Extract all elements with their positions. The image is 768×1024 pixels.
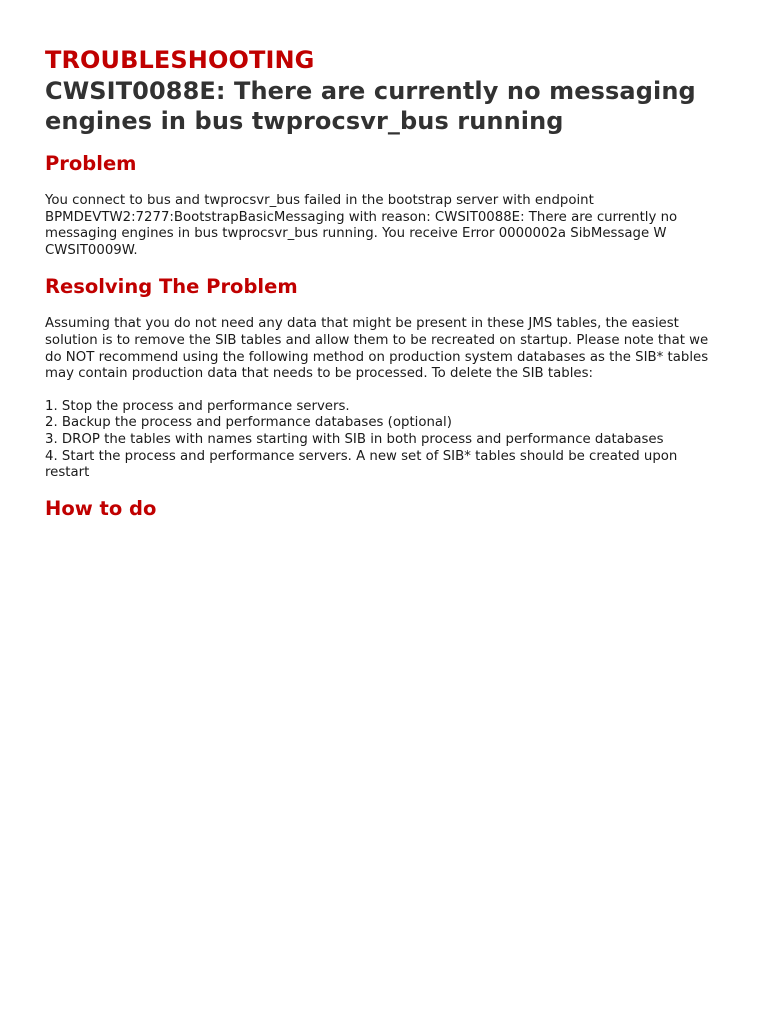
resolution-step-4: 4. Start the process and performance servers. A new set of SIB* tables should be created upon restart bbox=[45, 448, 678, 481]
resolution-step-1: 1. Stop the process and performance servers. bbox=[45, 398, 350, 414]
resolving-heading: Resolving The Problem bbox=[45, 275, 298, 299]
resolution-steps bbox=[45, 399, 725, 482]
doc-type-label: TROUBLESHOOTING bbox=[45, 46, 315, 74]
resolution-step-3: 3. DROP the tables with names starting with SIB in both process and performance databases bbox=[45, 431, 664, 447]
resolution-step-2: 2. Backup the process and performance databases (optional) bbox=[45, 415, 452, 431]
how-to-heading: How to do bbox=[45, 496, 157, 520]
problem-heading: Problem bbox=[45, 152, 137, 175]
resolving-intro: Assuming that you do not need any data that might be present in these JMS tables, the easiest solution is to remove the SIB tables and allow them to be recreated on startup. Please note that we do NOT recommend using the following method on production system databases as the SIB* tables may contain production data that needs to be processed. To delete the SIB tables: bbox=[45, 316, 709, 382]
problem-text: You connect to bus and twprocsvr_bus failed in the bootstrap server with endpoint BPMDEVTW2:7277:BootstrapBasicMessaging with reason: CWSIT0088E: There are currently no messaging engines in bus twprocsvr_bus running. You receive Error 0000002a SibMessage W CWSIT0009W. bbox=[45, 193, 678, 258]
document-body bbox=[45, 44, 725, 522]
page-title: CWSIT0088E: There are currently no messaging engines in bus twprocsvr_bus running bbox=[45, 77, 696, 135]
